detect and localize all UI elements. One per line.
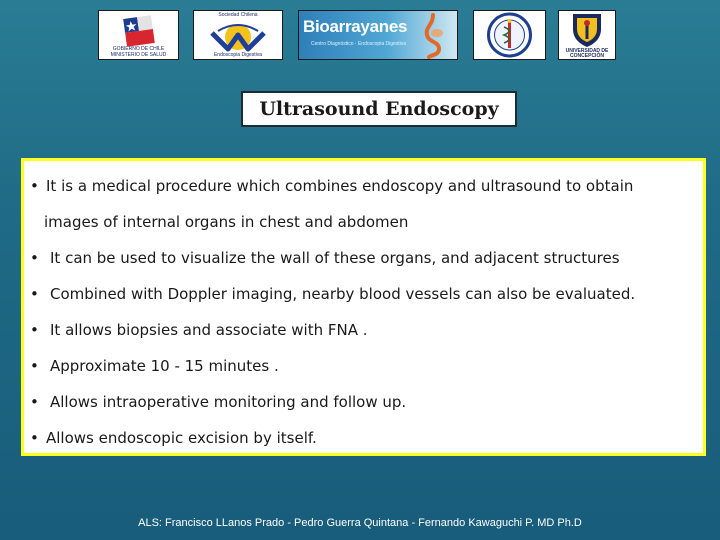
- medical-seal-icon: [474, 11, 545, 59]
- bullet-5: [30, 357, 279, 375]
- content-box: [21, 158, 706, 456]
- bullet-text: Combined with Doppler imaging, nearby blood vessels can also be evaluated.: [50, 285, 636, 303]
- bullet-dot: •: [30, 357, 39, 375]
- logo-strip: [0, 10, 720, 62]
- bullet-text: It allows biopsies and associate with FNA .: [50, 321, 368, 339]
- bullet-text: images of internal organs in chest and abdomen: [44, 213, 409, 231]
- bullet-3: [30, 285, 635, 303]
- bullet-dot: •: [30, 429, 39, 447]
- society-caption-bottom: Endoscopia Digestiva: [213, 52, 263, 58]
- bullet-4: [30, 321, 368, 339]
- bullet-7: [30, 429, 317, 447]
- bullet-dot: •: [30, 177, 39, 195]
- medical-seal-logo: [473, 10, 546, 60]
- slide-footer: ALS: Francisco LLanos Prado - Pedro Guerra Quintana - Fernando Kawaguchi P. MD Ph.D: [138, 517, 582, 529]
- bullet-text: It can be used to visualize the wall of these organs, and adjacent structures: [50, 249, 620, 267]
- bullet-1-line-1: [30, 177, 633, 195]
- bullet-text: Allows intraoperative monitoring and follow up.: [50, 393, 407, 411]
- bullet-text: Approximate 10 - 15 minutes .: [50, 357, 279, 375]
- bioarrayanes-title: Bioarrayanes: [303, 17, 408, 36]
- gobierno-caption-line1: GOBIERNO DE CHILE: [112, 46, 165, 52]
- bullet-text: It is a medical procedure which combines endoscopy and ultrasound to obtain: [46, 177, 634, 195]
- society-logo: [193, 10, 283, 60]
- bioarrayanes-subtitle: Centro Diagnóstico · Endoscopia Digestiva: [311, 41, 407, 47]
- bullet-6: [30, 393, 406, 411]
- bullet-dot: •: [30, 321, 39, 339]
- bioarrayanes-logo: [298, 10, 458, 60]
- gobierno-caption-line2: MINISTERIO DE SALUD: [110, 52, 167, 58]
- university-shield-icon: [559, 11, 615, 49]
- gobierno-de-chile-logo: [98, 10, 179, 60]
- slide-title-box: [241, 91, 517, 127]
- bullet-dot: •: [30, 285, 39, 303]
- universidad-concepcion-logo: [558, 10, 616, 60]
- udec-name: UNIVERSIDAD DE CONCEPCIÓN: [565, 48, 609, 59]
- bullet-dot: •: [30, 393, 39, 411]
- bullet-2: [30, 249, 620, 267]
- society-caption-top: Sociedad Chilena: [218, 12, 258, 18]
- slide-title: Ultrasound Endoscopy: [259, 98, 499, 120]
- bullet-text: Allows endoscopic excision by itself.: [46, 429, 317, 447]
- digestive-tract-icon: [413, 11, 453, 59]
- bullet-1-line-2: [44, 213, 408, 231]
- bullet-dot: •: [30, 249, 39, 267]
